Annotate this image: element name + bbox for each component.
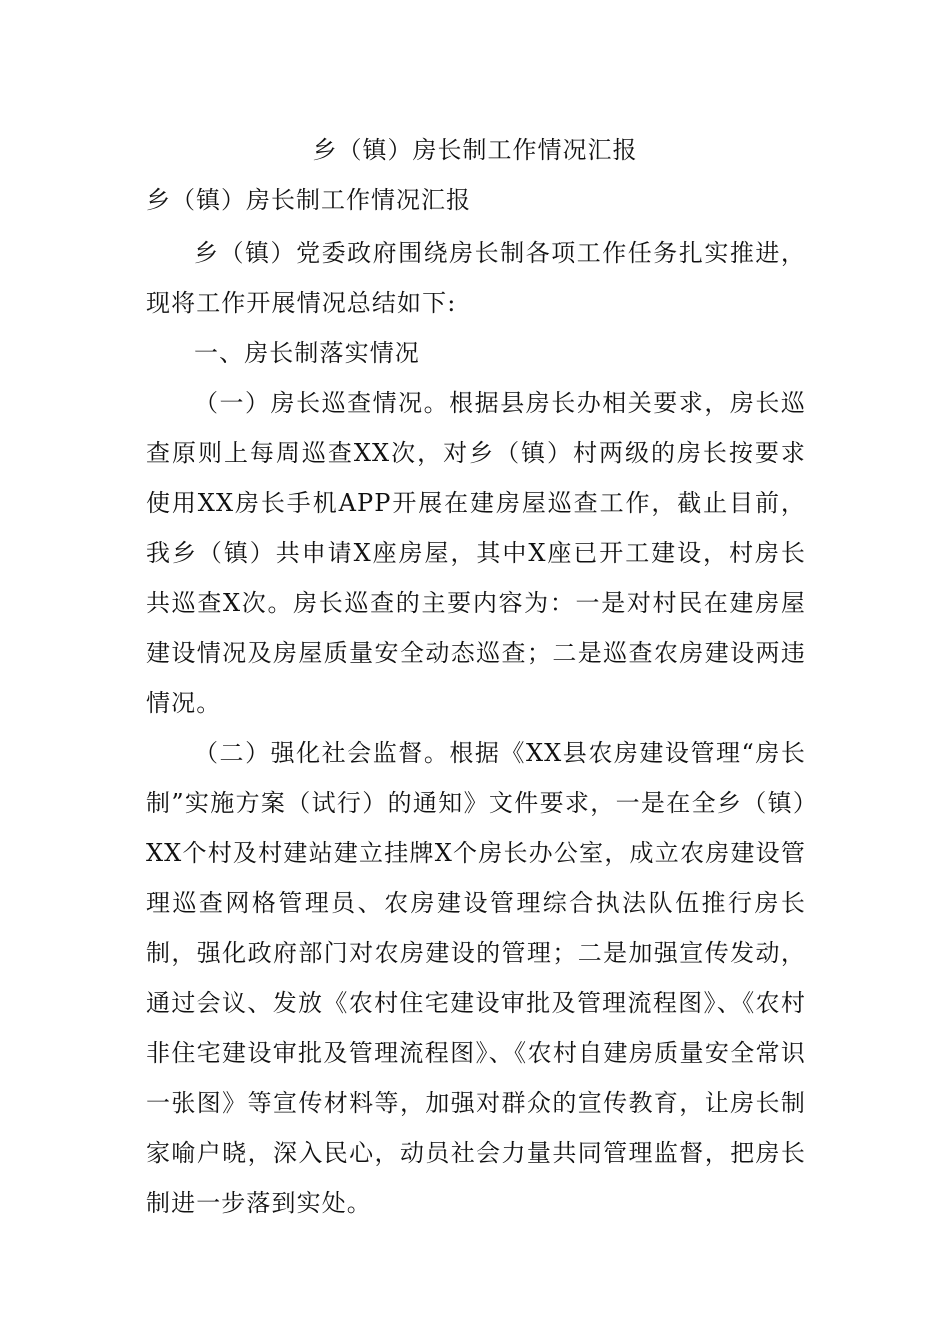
document-body xyxy=(146,228,806,1228)
document-subtitle: 乡（镇）房长制工作情况汇报 xyxy=(146,186,471,214)
section-heading: 一、房长制落实情况 xyxy=(194,339,420,367)
paragraph-inspection: （一）房长巡查情况。根据县房长办相关要求，房长巡查原则上每周巡查XX次，对乡（镇）村两级的房长按要求使用XX房长手机APP开展在建房屋巡查工作，截止目前，我乡（镇）共申请X座房屋，其中X座已开工建设，村房长共巡查X次。房长巡查的主要内容为：一是对村民在建房屋建设情况及房屋质量安全动态巡查；二是巡查农房建设两违情况。 xyxy=(146,389,806,717)
document-title: 乡（镇）房长制工作情况汇报 xyxy=(312,136,638,164)
paragraph-supervision: （二）强化社会监督。根据《XX县农房建设管理“房长制”实施方案（试行）的通知》文件要求，一是在全乡（镇）XX个村及村建站建立挂牌X个房长办公室，成立农房建设管理巡查网格管理员、农房建设管理综合执法队伍推行房长制，强化政府部门对农房建设的管理；二是加强宣传发动，通过会议、发放《农村住宅建设审批及管理流程图》、《农村非住宅建设审批及管理流程图》、《农村自建房质量安全常识一张图》等宣传材料等，加强对群众的宣传教育，让房长制家喻户晓，深入民心，动员社会力量共同管理监督，把房长制进一步落到实处。 xyxy=(146,739,806,1217)
intro-paragraph: 乡（镇）党委政府围绕房长制各项工作任务扎实推进，现将工作开展情况总结如下: xyxy=(146,239,806,317)
